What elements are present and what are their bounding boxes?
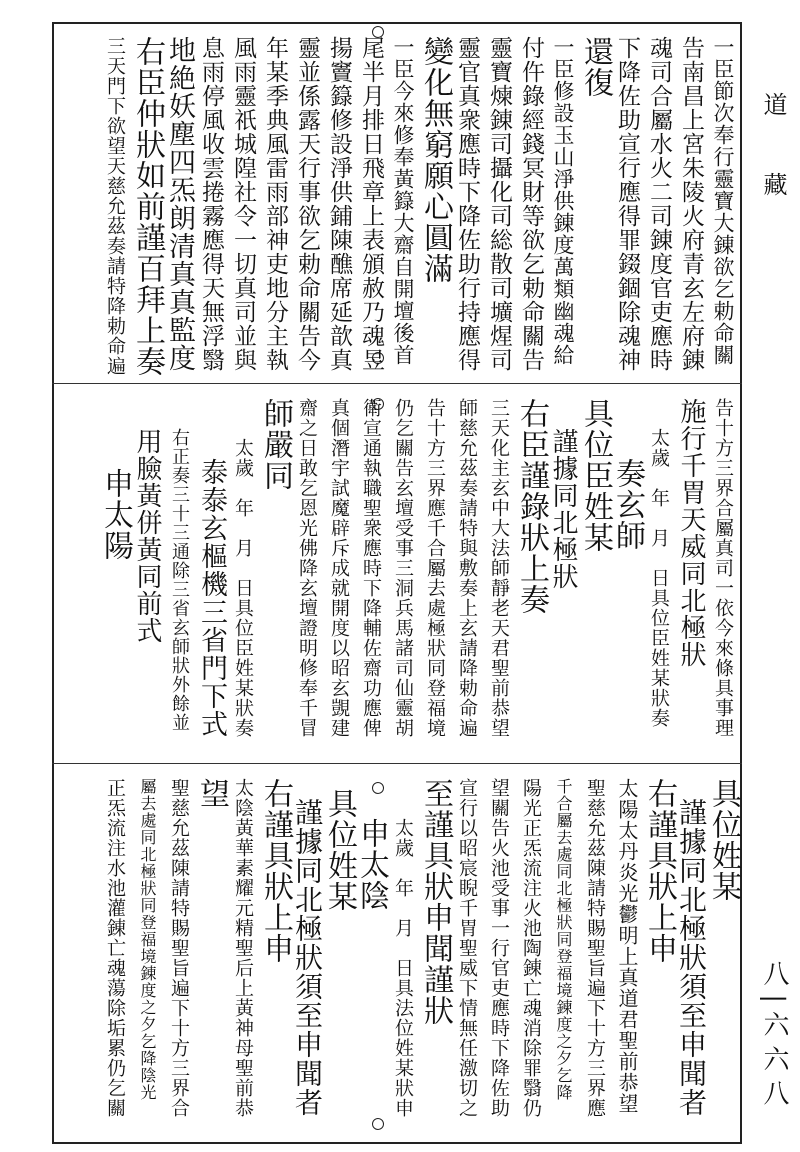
- text-column: 付仵錄經錢冥財等欲乞勅命關告: [518, 36, 544, 372]
- text-column: 右正奏三十三通除三省玄師狀外餘並: [169, 428, 190, 732]
- margin-title-char: 道: [759, 92, 787, 116]
- text-column: 右謹具狀上申: [258, 778, 293, 964]
- text-column: 聖慈允茲陳請特賜聖旨遍下十方三界合: [168, 778, 190, 1118]
- text-column: 至謹具狀申聞謹狀: [418, 778, 453, 1026]
- register-bottom: [52, 778, 742, 1123]
- text-column: 風雨靈祇城隍社令一切真司並與: [230, 36, 256, 372]
- margin-title-char: 藏: [759, 172, 787, 196]
- text-column: 宣行以昭宸睨千胃聖威下情無任激切之: [456, 778, 478, 1118]
- text-column: 三天門下欲望天慈允茲奏請特降勅命遍: [104, 36, 126, 376]
- text-column: 變化無窮願心圓滿: [418, 36, 453, 284]
- text-column: 師嚴同: [258, 398, 293, 491]
- text-column: 太陽太丹炎光鬱明上真道君聖前恭望: [615, 778, 639, 1114]
- text-column: 右臣仲狀如前謹百拜上奏: [130, 36, 165, 377]
- text-column: 屬去處同北極狀同登福境錬度之夕乞降陰光: [138, 778, 157, 1101]
- register-divider-2: [52, 763, 742, 764]
- text-column: 靈並係露天行事欲乞勅命關告今: [294, 36, 320, 372]
- text-column: 魂司合屬水火二司錬度官吏應時: [646, 36, 672, 372]
- text-column: 太歲 年 月 日具位臣姓某狀奏: [232, 438, 254, 738]
- text-column: 正炁流注水池灌錬亡魂蕩除垢累仍乞關: [104, 778, 126, 1118]
- text-column: 謹據同北極狀須至申聞者: [675, 798, 708, 1117]
- text-column: 下降佐助宣行應得罪錣錮除魂神: [614, 36, 640, 372]
- text-column: 還復: [578, 36, 613, 98]
- text-column: 齋之日敢乞恩光佛降玄壇證明修奉千冒: [296, 398, 318, 738]
- text-column: 奏玄師: [610, 458, 645, 551]
- text-column: 太歲 年 月 日具位臣姓某狀奏: [648, 428, 670, 728]
- text-column: 右臣謹錄狀上奏: [514, 398, 549, 615]
- text-column: 三天化主玄中大法師靜老天君聖前恭望: [488, 398, 510, 738]
- text-column: 謹據同北極狀: [548, 428, 578, 590]
- text-column: 告南昌上宮朱陵火府青玄左府錬: [678, 36, 704, 372]
- text-column: 揚竇籙修設淨供鋪陳醮席延歆真: [326, 36, 352, 372]
- register-divider-1: [52, 383, 742, 384]
- text-column: 泰泰玄樞機三省門下式: [196, 458, 227, 738]
- text-column: 一臣今來修奉黃籙大齋自開壇後首: [391, 36, 415, 366]
- text-column: 申太陰: [354, 818, 389, 911]
- text-column: 申太陽: [98, 468, 133, 561]
- text-column: 太陰黃華素耀元精聖后上黃神母聖前恭: [232, 778, 254, 1118]
- text-column: 息雨停風收雲捲霧應得天無浮翳: [198, 36, 224, 372]
- register-top: [52, 36, 742, 381]
- text-column: 望: [194, 778, 229, 809]
- text-column: 陽光正炁流注火池陶錬亡魂消除罪翳仍: [520, 778, 542, 1118]
- text-column: 仍乞關告玄壇受事三洞兵馬諸司仙靈胡: [392, 398, 414, 738]
- text-column: 右謹具狀上申: [642, 778, 677, 964]
- text-column: 一臣節次奉行靈寶大錬欲乞勅命關: [711, 36, 735, 366]
- text-column: 靈官真衆應時下降佐助行持應得: [454, 36, 480, 372]
- text-column: 一臣修設玉山淨供錬度萬類幽魂給: [551, 36, 575, 366]
- text-column: 聖慈允茲陳請特賜聖旨遍下十方三界應: [584, 778, 606, 1118]
- text-column: 具位姓某: [706, 778, 741, 902]
- text-column: 尾半月排日飛章上表頒赦乃魂昱: [358, 36, 384, 372]
- register-middle: [52, 398, 742, 743]
- page-number: 八 | 六 六 八: [759, 960, 789, 1106]
- text-column: 靈寶煉錬司攝化司総散司壙煋司: [486, 36, 512, 372]
- text-column: 謹據同北極狀須至申聞者: [291, 798, 324, 1117]
- text-column: 師慈允茲奏請特與敷奏上玄請降勅命遍: [456, 398, 478, 738]
- text-column: 千合屬去處同北極狀同登福境鍊度之夕乞降: [554, 778, 573, 1101]
- text-column: 告十方三界合屬真司一依今來條具事理: [712, 398, 734, 738]
- text-column: 告十方三界應千合屬去處極狀同登福境: [424, 398, 446, 738]
- text-column: 衛宣通執職聖衆應時下降輔佐齋功應俾: [360, 398, 382, 738]
- text-column: 真個潛宇試魔辟斥成就開度以昭玄覬建: [328, 398, 350, 738]
- text-column: 太歲 年 月 日具法位姓某狀申: [392, 818, 414, 1118]
- text-column: 具位臣姓某: [578, 398, 613, 553]
- text-column: 施行千胃天威同北極狀: [676, 398, 706, 668]
- text-column: 地絶妖塵四炁朗清真真監度: [164, 36, 195, 372]
- text-column: 具位姓某: [322, 788, 357, 912]
- text-column: 年某季典風雷雨部神吏地分主執: [262, 36, 288, 372]
- text-column: 用臉黃併黃同前式: [132, 428, 162, 644]
- text-column: 望關告火池受事一行官吏應時下降佐助: [488, 778, 510, 1118]
